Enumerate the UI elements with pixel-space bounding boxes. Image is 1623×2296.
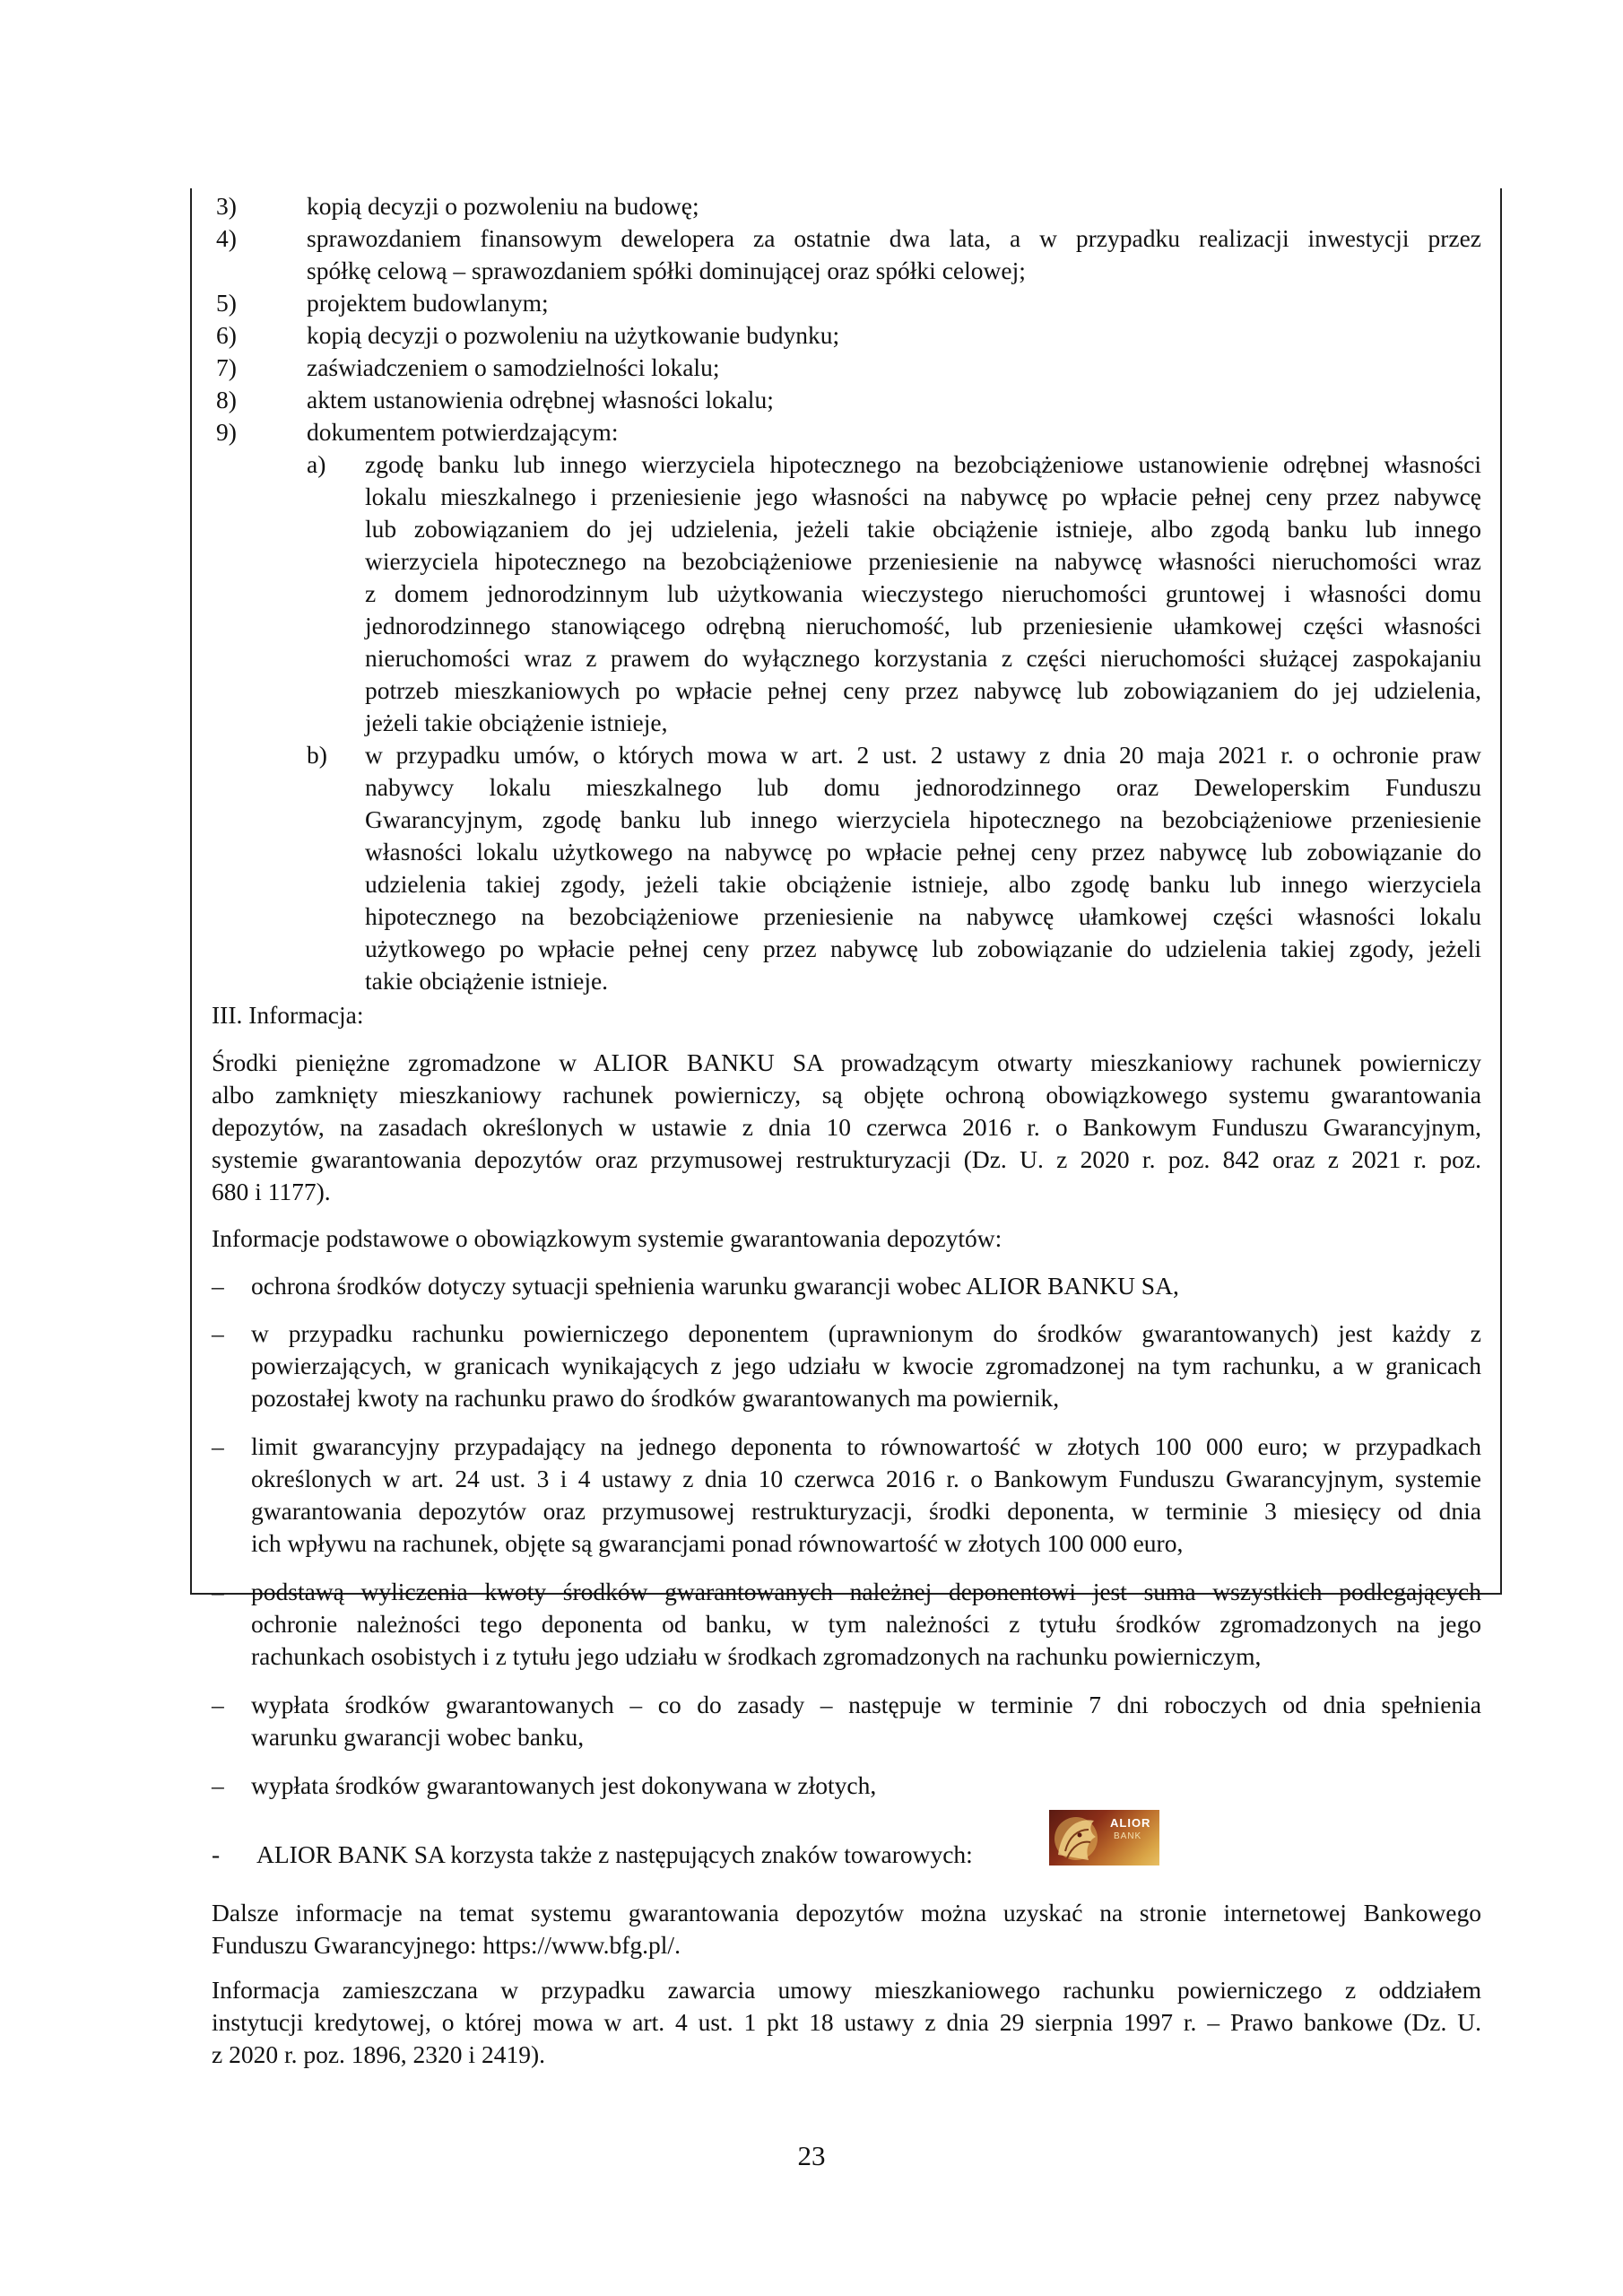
bullet-text: ochronie należności tego deponenta od banku, w tym należności z tytułu środków zgromadzonych na jego [251, 1610, 1481, 1638]
sub-item-text: nieruchomości wraz z prawem do wyłącznego korzystania z części nieruchomości służącej zaspokajaniu [365, 644, 1481, 672]
bullet-text: limit gwarancyjny przypadający na jednego deponenta to równowartość w złotych 100 000 euro; w przypadkach [251, 1432, 1481, 1460]
sub-item-text: użytkowego po wpłacie pełnej ceny przez nabywcę lub zobowiązanie do udzielenia takiej zgody, jeżeli [365, 935, 1481, 962]
bullet-text: wypłata środków gwarantowanych jest dokonywana w złotych, [251, 1771, 877, 1799]
further-info-line: Dalsze informacje na temat systemu gwarantowania depozytów można uzyskać na stronie internetowej Bankowego [212, 1899, 1481, 1926]
list-number: 5) [216, 289, 237, 317]
list-number: 3) [216, 192, 237, 220]
list-item-text: dokumentem potwierdzającym: [307, 418, 619, 446]
list-item-text: spółkę celową – sprawozdaniem spółki dominującej oraz spółki celowej; [307, 257, 1026, 284]
sub-item-letter: a) [307, 450, 326, 478]
intro-paragraph-line: systemie gwarantowania depozytów oraz przymusowej restrukturyzacji (Dz. U. z 2020 r. poz. 842 oraz z 2021 r. poz. [212, 1145, 1481, 1173]
list-number: 8) [216, 386, 237, 413]
sub-item-text: własności lokalu użytkowego na nabywcę po wpłacie pełnej ceny przez nabywcę lub zobowiązanie do [365, 838, 1481, 865]
list-number: 9) [216, 418, 237, 446]
sub-item-text: zgodę banku lub innego wierzyciela hipotecznego na bezobciążeniowe ustanowienie odrębnej własności [365, 450, 1481, 478]
bullet-text: wypłata środków gwarantowanych – co do zasady – następuje w terminie 7 dni roboczych od dnia spełnienia [251, 1691, 1481, 1718]
bullet-text: rachunkach osobistych i z tytułu jego udziału w środkach zgromadzonych na rachunku powierniczym, [251, 1642, 1262, 1670]
bullet-text: podstawą wyliczenia kwoty środków gwarantowanych należnej deponentowi jest suma wszystkich podlegających [251, 1578, 1481, 1605]
intro-paragraph-line: depozytów, na zasadach określonych w ustawie z dnia 10 czerwca 2016 r. o Bankowym Funduszu Gwarancyjnym, [212, 1113, 1481, 1141]
sub-item-text: udzielenia takiej zgody, jeżeli takie obciążenie istnieje, albo zgodę banku lub innego wierzyciela [365, 870, 1481, 898]
list-item-text: sprawozdaniem finansowym dewelopera za ostatnie dwa lata, a w przypadku realizacji inwestycji przez [307, 224, 1481, 252]
bullet-text: powierzających, w granicach wynikających z jego udziału w kwocie zgromadzonej na tym rachunku, a w granicach [251, 1352, 1481, 1379]
sub-item-letter: b) [307, 741, 327, 769]
sub-item-text: nabywcy lokalu mieszkalnego lub domu jednorodzinnego oraz Deweloperskim Funduszu [365, 773, 1481, 801]
bullet-text: określonych w art. 24 ust. 3 i 4 ustawy z dnia 10 czerwca 2016 r. o Bankowym Funduszu Gwarancyjnym, systemie [251, 1465, 1481, 1492]
list-number: 7) [216, 353, 237, 381]
closing-note-line: instytucji kredytowej, o której mowa w art. 4 ust. 1 pkt 18 ustawy z dnia 29 sierpnia 1997 r. – Prawo bankowe (Dz. U. [212, 2008, 1481, 2036]
further-info-line: Funduszu Gwarancyjnego: https://www.bfg.pl/. [212, 1931, 681, 1959]
bullet-text: ich wpływu na rachunek, objęte są gwarancjami ponad równowartość w złotych 100 000 euro, [251, 1529, 1184, 1557]
bullet-text: ochrona środków dotyczy sytuacji spełnienia warunku gwarancji wobec ALIOR BANKU SA, [251, 1272, 1179, 1300]
sub-item-text: takie obciążenie istnieje. [365, 967, 609, 995]
bullet-dash: – [212, 1578, 224, 1605]
sub-item-text: lokalu mieszkalnego i przeniesienie jego własności na nabywcę po wpłacie pełnej ceny przez nabywcę [365, 483, 1481, 510]
bullet-dash: – [212, 1432, 224, 1460]
sub-item-text: jeżeli takie obciążenie istnieje, [365, 709, 668, 736]
page-number: 23 [797, 2140, 826, 2171]
sub-item-text: Gwarancyjnym, zgodę banku lub innego wierzyciela hipotecznego na bezobciążeniowe przeniesienie [365, 805, 1481, 833]
closing-note-line: Informacja zamieszczana w przypadku zawarcia umowy mieszkaniowego rachunku powierniczego z oddziałem [212, 1976, 1481, 2004]
sub-item-text: lub zobowiązaniem do jej udzielenia, jeżeli takie obciążenie istnieje, albo zgodą banku lub innego [365, 515, 1481, 543]
alior-bank-logo [1049, 1810, 1159, 1866]
trademark-dash: - [212, 1840, 221, 1868]
list-number: 6) [216, 321, 237, 349]
section-heading: III. Informacja: [212, 1001, 364, 1029]
list-item-text: kopią decyzji o pozwoleniu na budowę; [307, 192, 699, 220]
closing-note-line: z 2020 r. poz. 1896, 2320 i 2419). [212, 2040, 545, 2068]
logo-wordmark-sub: BANK [1114, 1831, 1142, 1841]
bullet-text: pozostałej kwoty na rachunku prawo do środków gwarantowanych ma powiernik, [251, 1384, 1060, 1412]
bullet-text: w przypadku rachunku powierniczego deponentem (uprawnionym do środków gwarantowanych) jest każdy z [251, 1319, 1481, 1347]
intro-paragraph-line: Środki pieniężne zgromadzone w ALIOR BANKU SA prowadzącym otwarty mieszkaniowy rachunek powierniczy [212, 1048, 1481, 1076]
logo-wordmark: ALIOR [1110, 1816, 1151, 1830]
sub-item-text: z domem jednorodzinnym lub użytkowania wieczystego nieruchomości gruntowej i własności domu [365, 579, 1481, 607]
bullet-text: gwarantowania depozytów oraz przymusowej restrukturyzacji, środki deponenta, w terminie 3 miesięcy od dnia [251, 1497, 1481, 1525]
bullet-dash: – [212, 1691, 224, 1718]
bullet-dash: – [212, 1272, 224, 1300]
bullet-dash: – [212, 1319, 224, 1347]
list-item-text: projektem budowlanym; [307, 289, 549, 317]
sub-item-text: jednorodzinnego stanowiącego odrębną nieruchomość, lub przeniesienie ułamkowej części własności [365, 612, 1481, 639]
bullet-dash: – [212, 1771, 224, 1799]
sub-item-text: potrzeb mieszkaniowych po wpłacie pełnej ceny przez nabywcę lub zobowiązaniem do jej udzielenia, [365, 676, 1481, 704]
sub-item-text: wierzyciela hipotecznego na bezobciążeniowe przeniesienie na nabywcę własności nieruchomości wraz [365, 547, 1481, 575]
basic-info-heading: Informacje podstawowe o obowiązkowym systemie gwarantowania depozytów: [212, 1224, 1002, 1252]
list-number: 4) [216, 224, 237, 252]
intro-paragraph-line: 680 i 1177). [212, 1178, 331, 1205]
list-item-text: aktem ustanowienia odrębnej własności lokalu; [307, 386, 774, 413]
sub-item-text: hipotecznego na bezobciążeniowe przeniesienie na nabywcę ułamkowej części własności lokalu [365, 902, 1481, 930]
intro-paragraph-line: albo zamknięty mieszkaniowy rachunek powierniczy, są objęte ochroną obowiązkowego systemu gwarantowania [212, 1081, 1481, 1109]
list-item-text: kopią decyzji o pozwoleniu na użytkowanie budynku; [307, 321, 840, 349]
trademark-text: ALIOR BANK SA korzysta także z następujących znaków towarowych: [256, 1840, 973, 1868]
bullet-text: warunku gwarancji wobec banku, [251, 1723, 585, 1751]
list-item-text: zaświadczeniem o samodzielności lokalu; [307, 353, 720, 381]
sub-item-text: w przypadku umów, o których mowa w art. 2 ust. 2 ustawy z dnia 20 maja 2021 r. o ochronie praw [365, 741, 1481, 769]
